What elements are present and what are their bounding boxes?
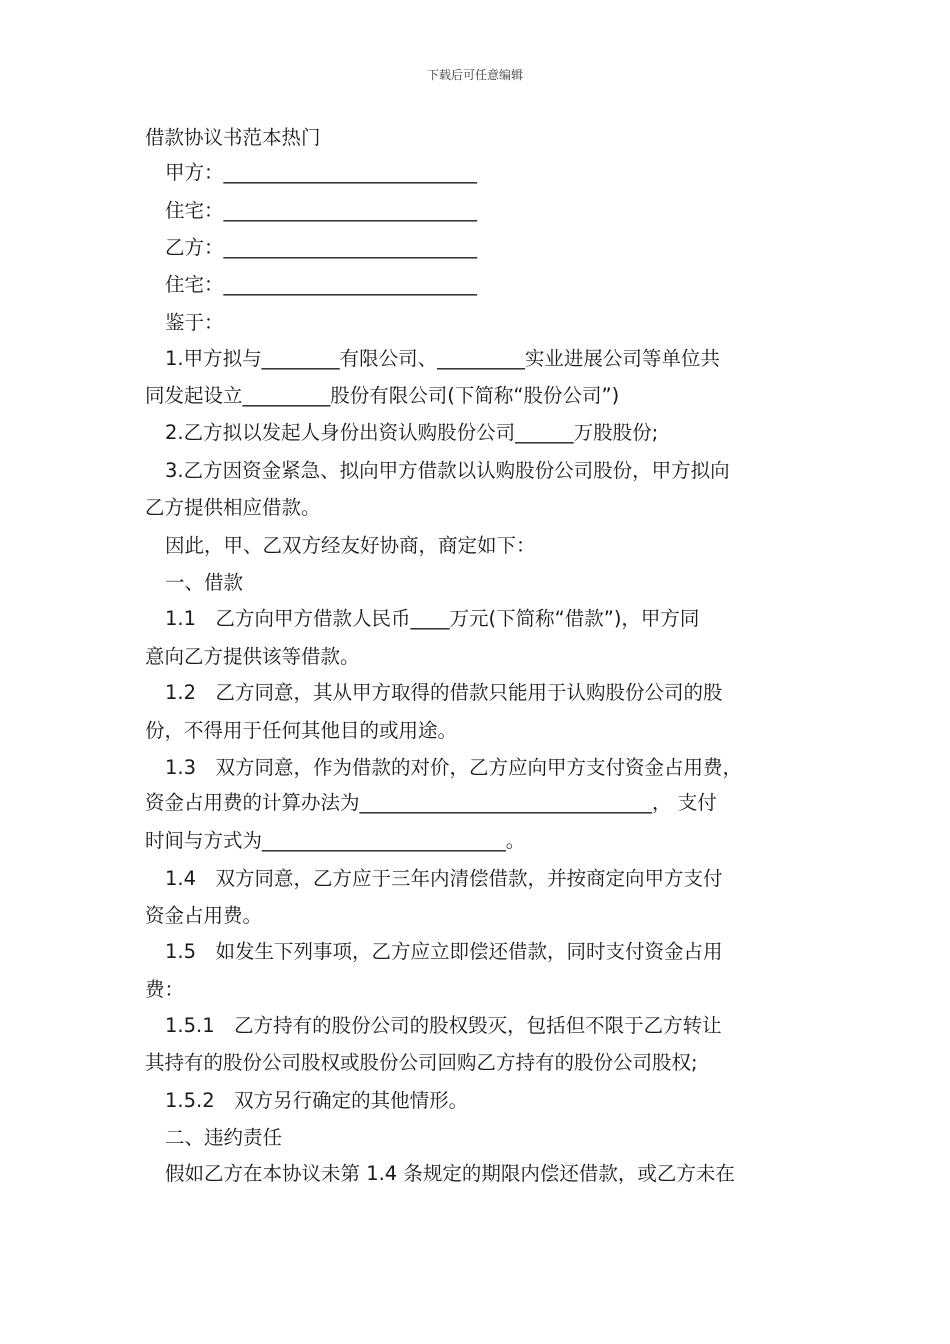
page-header: 下载后可任意编辑	[426, 68, 523, 82]
section-heading-loan: 一、借款	[165, 571, 244, 594]
paragraph-line: 资金占用费的计算办法为______________________________， 支付	[145, 791, 717, 814]
paragraph-line: 1.5 如发生下列事项，乙方应立即偿还借款，同时支付资金占用	[165, 940, 723, 963]
paragraph-line: 假如乙方在本协议未第 1.4 条规定的期限内偿还借款，或乙方未在	[165, 1162, 735, 1185]
paragraph-line: 3.乙方因资金紧急、拟向甲方借款以认购股份公司股份，甲方拟向	[165, 459, 730, 482]
paragraph-line: 其持有的股份公司股权或股份公司回购乙方持有的股份公司股权;	[145, 1051, 698, 1074]
document-title: 借款协议书范本热门	[145, 126, 321, 149]
paragraph-line: 1.3 双方同意，作为借款的对价，乙方应向甲方支付资金占用费，	[165, 756, 743, 779]
paragraph-line: 意向乙方提供该等借款。	[145, 645, 360, 668]
paragraph-line: 资金占用费。	[145, 904, 263, 927]
paragraph-line: 费：	[145, 978, 185, 1001]
paragraph-line: 乙方提供相应借款。	[145, 496, 321, 519]
party-a-field: 甲方：__________________________	[165, 161, 478, 184]
party-b-address-field: 住宅：__________________________	[165, 273, 478, 296]
party-a-address-field: 住宅：__________________________	[165, 199, 478, 222]
paragraph-line: 1.4 双方同意，乙方应于三年内清偿借款，并按商定向甲方支付	[165, 867, 723, 890]
paragraph-line: 2.乙方拟以发起人身份出资认购股份公司______万股股份;	[165, 421, 659, 444]
party-b-field: 乙方：__________________________	[165, 236, 478, 259]
paragraph-line: 份，不得用于任何其他目的或用途。	[145, 719, 458, 742]
paragraph-line: 时间与方式为_________________________。	[145, 829, 526, 852]
section-heading-liability: 二、违约责任	[165, 1126, 283, 1149]
paragraph-line: 1.5.1 乙方持有的股份公司的股权毁灭，包括但不限于乙方转让	[165, 1014, 722, 1037]
paragraph-line: 1.甲方拟与________有限公司、_________实业进展公司等单位共	[165, 347, 720, 370]
paragraph-line: 1.5.2 双方另行确定的其他情形。	[165, 1089, 469, 1112]
paragraph-line: 同发起设立_________股份有限公司(下简称“股份公司”)	[145, 384, 620, 407]
paragraph-line: 1.2 乙方同意，其从甲方取得的借款只能用于认购股份公司的股	[165, 681, 723, 704]
paragraph-line: 1.1 乙方向甲方借款人民币____万元(下简称“借款”)，甲方同	[165, 607, 700, 630]
whereas-heading: 鉴于：	[165, 311, 224, 334]
paragraph-line: 因此，甲、乙双方经友好协商，商定如下：	[165, 534, 536, 557]
